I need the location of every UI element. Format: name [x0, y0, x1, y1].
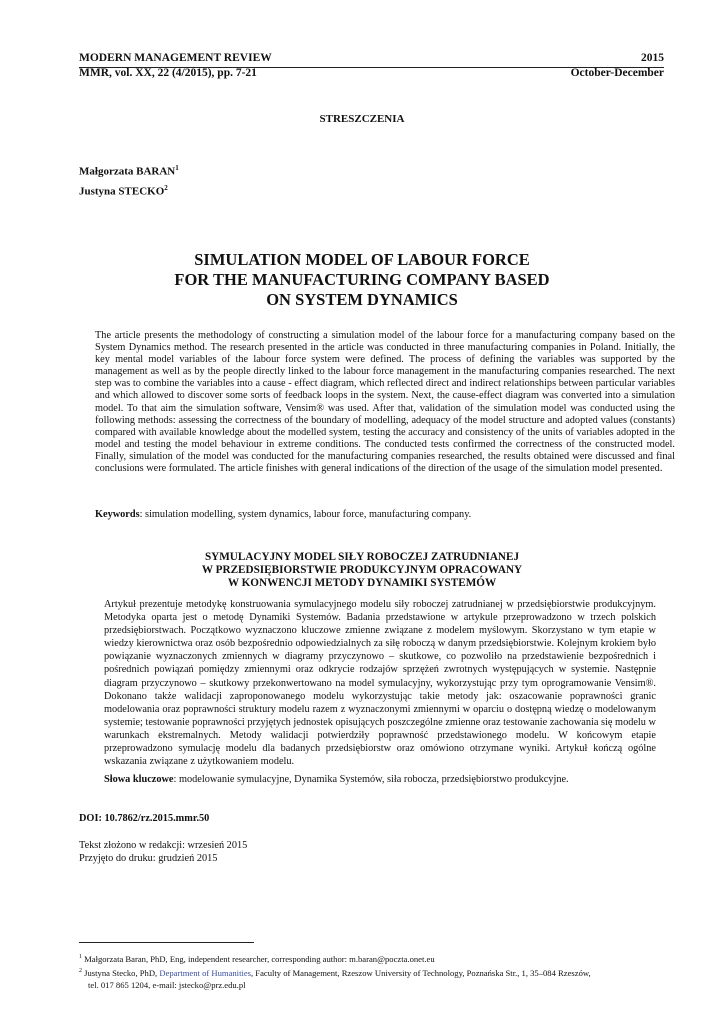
- slowa-kluczowe-text: : modelowanie symulacyjne, Dynamika Systemów, siła robocza, przedsiębiorstwo produkcyjne.: [173, 774, 569, 785]
- section-label: STRESZCZENIA: [319, 113, 405, 125]
- author-1: [79, 160, 179, 180]
- article-title-polish: [0, 551, 724, 590]
- footnote-2-text-a: Justyna Stecko, PhD,: [84, 967, 158, 978]
- title-en-line-3: ON SYSTEM DYNAMICS: [266, 290, 458, 309]
- journal-volume: MMR, vol. XX, 22 (4/2015), pp. 7-21: [79, 67, 257, 79]
- footnote-2-department: Department of Humanities: [159, 967, 251, 978]
- author-1-name: Małgorzata BARAN: [79, 165, 176, 178]
- author-1-footnote-mark: 1: [175, 164, 179, 172]
- footnote-1: [79, 951, 669, 965]
- footnote-divider: [79, 942, 254, 943]
- title-en-line-1: SIMULATION MODEL OF LABOUR FORCE: [194, 250, 530, 269]
- title-en-line-2: FOR THE MANUFACTURING COMPANY BASED: [174, 270, 550, 289]
- abstract-english: The article presents the methodology of constructing a simulation model of the labour force for a manufacturing company based on the System Dynamics method. The research presented in the article was conducted in three manufacturing companies in Poland. Initially, the key mental model variables of the labour force system were defined. The process of defining the variables was supported by the management as well as by the people directly linked to the labour force management in the manufacturing companies researched. The next step was to combine the variables into a cause - effect diagram, which reflected direct and indirect relationships between particular variables and which allowed to discover some sorts of feedback loops in the system. Next, the cause-effect diagram was converted into a simulation model. To that aim the simulation software, Vensim® was used. After that, validation of the simulation model was conducted using the following methods: assessing the correctness of the boundary of modelling, adequacy of the model structure and adopted values (constants) compared with available knowledge about the modelled system, testing the accuracy and consistency of the units of variables adopted in the model and testing the model behaviour in extreme conditions. The conducted tests confirmed the correctness of the constructed model. Finally, simulation of the model was conducted for the manufacturing companies researched, the results obtained were discussed and final conclusions were formulated. The article finishes with general indications of the direction of the usage of the simulation model presented.: [95, 330, 675, 475]
- title-pl-line-2: W PRZEDSIĘBIORSTWIE PRODUKCYJNYM OPRACOWANY: [201, 564, 523, 576]
- journal-name: MODERN MANAGEMENT REVIEW: [79, 52, 272, 64]
- author-2-name: Justyna STECKO: [79, 185, 165, 198]
- editorial-dates: [79, 839, 247, 865]
- author-2-footnote-mark: 2: [164, 183, 168, 192]
- keywords-label: Keywords: [95, 509, 140, 520]
- running-header-bottom: [79, 67, 664, 82]
- running-header-top: [79, 52, 664, 68]
- keywords-text: : simulation modelling, system dynamics, labour force, manufacturing company.: [139, 509, 472, 520]
- abstract-polish: Artykuł prezentuje metodykę konstruowania symulacyjnego modelu siły roboczej zatrudnianej w przedsiębiorstwie produkcyjnym. Metodyka oparta jest o metodę Dynamiki Systemów. Badania przedstawione w artykule przeprowadzono w trzech polskich przedsiębiorstwach. Początkowo wyznaczono kluczowe zmienne związane z modelem myślowym. Skorzystano w tym etapie w wiedzy kierownictwa oraz osób bezpośrednio odpowiedzialnych za siłę roboczą w danym przedsiębiorstwie. Kolejnym krokiem było powiązanie wyznaczonych zmiennych w diagramy przyczynowo – skutkowe, co pozwoliło na przedstawienie bezpośrednich i pośrednich powiązań pomiędzy zmiennymi oraz odkrycie rodzajów sprzężeń zwrotnych występujących w systemie. Następnie diagram przyczynowo – skutkowy przekonwertowano na model symulacyjny, wykorzystując przy tym oprogramowanie Vensim®. Dokonano także walidacji zaproponowanego modelu wykorzystując takie metody jak: oszacowanie poprawności granic modelowania oraz poprawności struktury modelu razem z wyznaczonymi zmiennymi w oparciu o dostępną wiedzę o modelowanym systemie; testowanie poprawności przyjętych jednostek opisujących poszczególne zmienne oraz testowanie zachowania się modelu w warunkach ekstremalnych. Metody walidacji potwierdziły poprawność przedstawionego modelu. W końcowym etapie przeprowadzono symulację modelu dla badanych przedsiębiorstw oraz omówiono otrzymane wyniki. Artykuł kończą ogólne wskazania związane z użytkowaniem modelu.: [104, 599, 656, 768]
- footnote-2-text-b: , Faculty of Management, Rzeszow University of Technology, Poznańska Str., 1, 35–084 Rzeszów,: [251, 967, 591, 978]
- doi: DOI: 10.7862/rz.2015.mmr.50: [79, 813, 210, 824]
- footnote-1-text: Małgorzata Baran, PhD, Eng, independent researcher, corresponding author: m.baran@poczta.onet.eu: [84, 953, 435, 964]
- title-pl-line-3: W KONWENCJI METODY DYNAMIKI SYSTEMÓW: [227, 577, 497, 589]
- footnote-2-contact: tel. 017 865 1204, e-mail: jstecko@prz.edu.pl: [88, 979, 246, 990]
- footnotes: [79, 951, 669, 991]
- keywords-english: [95, 509, 675, 520]
- author-2: [79, 180, 179, 200]
- footnote-1-mark: 1: [79, 954, 82, 960]
- keywords-polish: [104, 774, 664, 785]
- title-pl-line-1: SYMULACYJNY MODEL SIŁY ROBOCZEJ ZATRUDNIANEJ: [204, 551, 520, 563]
- accepted-date: Przyjęto do druku: grudzień 2015: [79, 853, 218, 864]
- article-title-english: [0, 250, 724, 310]
- footnote-2: [79, 965, 669, 979]
- submitted-date: Tekst złożono w redakcji: wrzesień 2015: [79, 840, 248, 851]
- journal-year: 2015: [641, 52, 664, 64]
- slowa-kluczowe-label: Słowa kluczowe: [104, 774, 174, 785]
- author-list: [79, 160, 179, 199]
- footnote-2-mark: 2: [79, 967, 82, 974]
- journal-period: October-December: [570, 67, 664, 79]
